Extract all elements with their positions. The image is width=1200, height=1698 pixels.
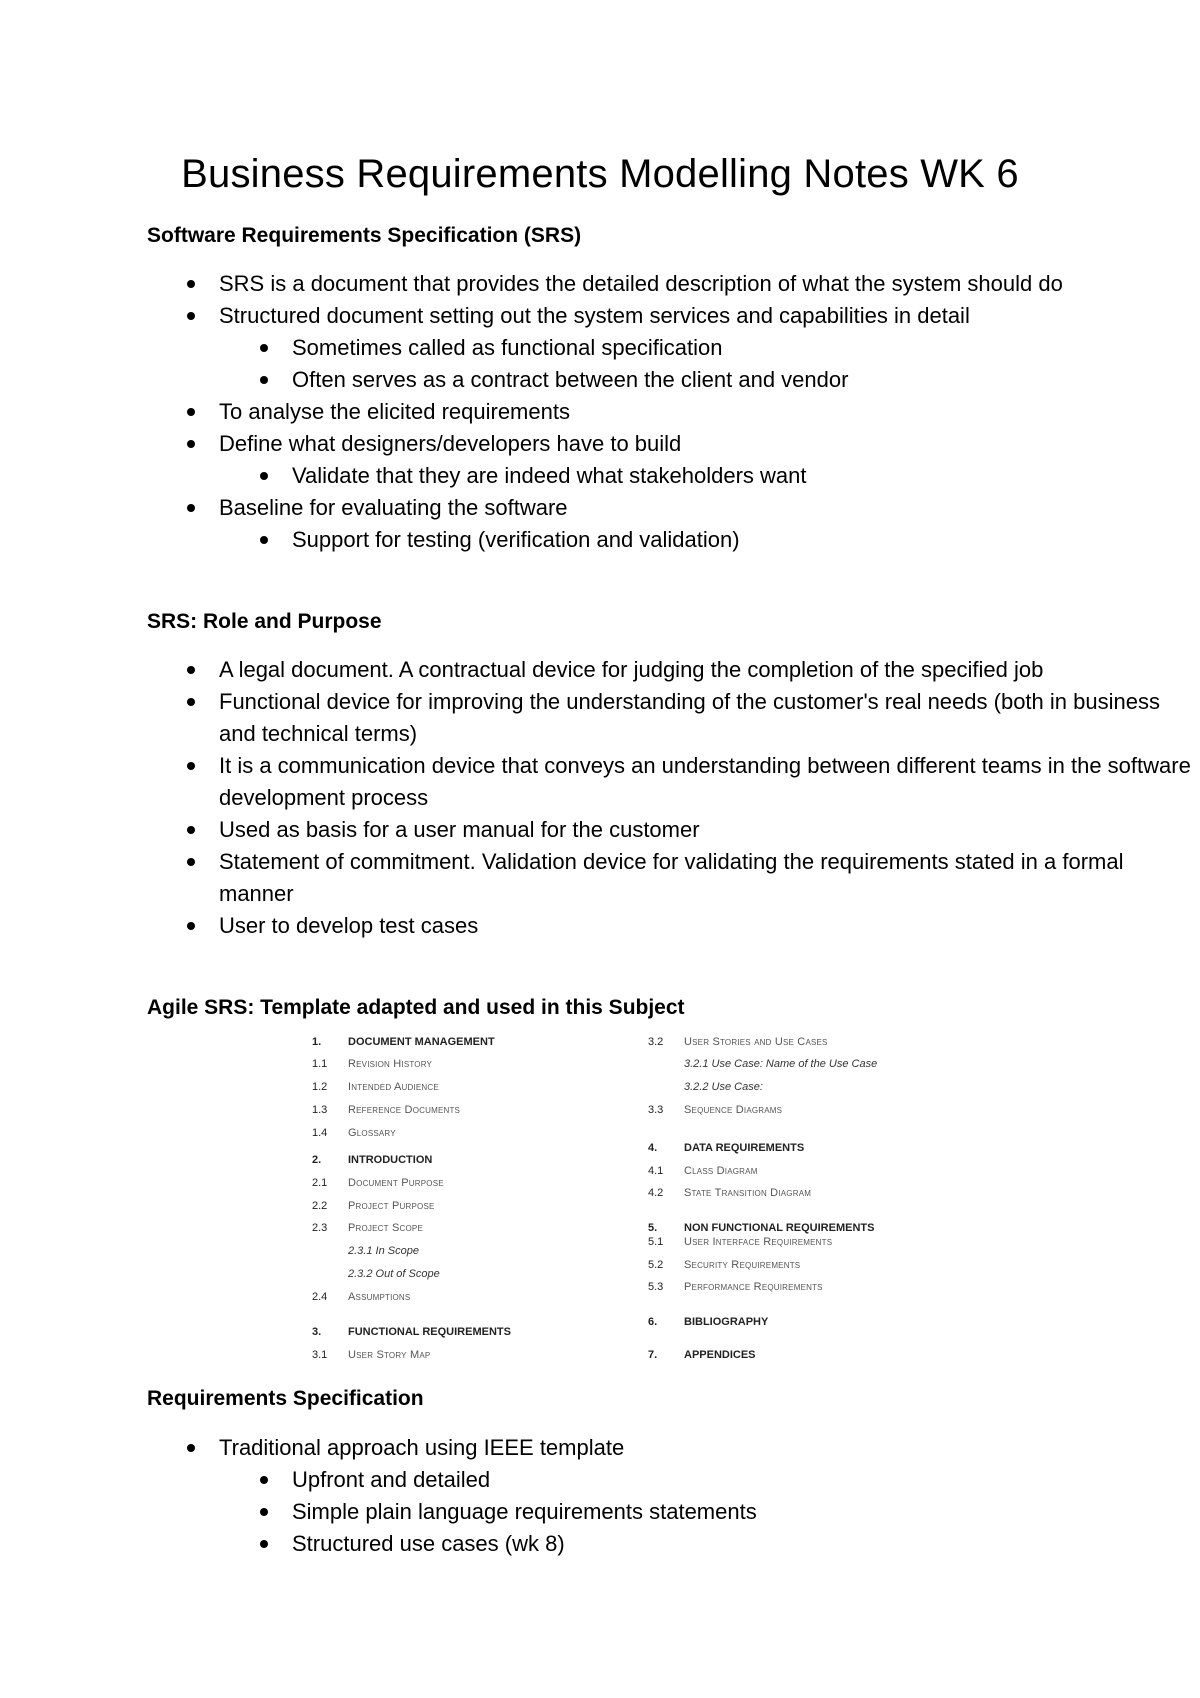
- list-item: Used as basis for a user manual for the customer: [219, 814, 1199, 846]
- role-purpose-bullet-list: [147, 654, 1199, 942]
- section-heading-agile-srs: Agile SRS: Template adapted and used in this Subject: [147, 996, 685, 1019]
- list-item: Support for testing (verification and validation): [292, 524, 1199, 556]
- page-title: Business Requirements Modelling Notes WK 6: [181, 152, 1019, 196]
- requirements-spec-bullet-list: [147, 1432, 1199, 1560]
- list-item: Sometimes called as functional specification: [292, 332, 1199, 364]
- list-item: Upfront and detailed: [292, 1464, 1199, 1496]
- section-heading-srs: Software Requirements Specification (SRS): [147, 224, 582, 247]
- list-item: It is a communication device that conveys an understanding between different teams in the software development process: [219, 750, 1199, 814]
- list-item: Statement of commitment. Validation device for validating the requirements stated in a formal manner: [219, 846, 1199, 910]
- list-item: Structured use cases (wk 8): [292, 1528, 1199, 1560]
- section-heading-role-purpose: SRS: Role and Purpose: [147, 610, 382, 633]
- list-item: Define what designers/developers have to build: [219, 428, 1199, 460]
- list-item: To analyse the elicited requirements: [219, 396, 1199, 428]
- list-item: Validate that they are indeed what stakeholders want: [292, 460, 1199, 492]
- section-heading-requirements-spec: Requirements Specification: [147, 1387, 424, 1410]
- list-item: User to develop test cases: [219, 910, 1199, 942]
- list-item: Traditional approach using IEEE template: [219, 1432, 1199, 1464]
- list-item: Often serves as a contract between the client and vendor: [292, 364, 1199, 396]
- list-item: SRS is a document that provides the detailed description of what the system should do: [219, 268, 1199, 300]
- list-item: A legal document. A contractual device for judging the completion of the specified job: [219, 654, 1199, 686]
- agile-srs-template-image: 1. DOCUMENT MANAGEMENT 1.1 Revision History 1.2 Intended Audience 1.3 Reference Documents 1.4 Glossary 2. INTRODUCTION 2.1 Document Purpose 2.2 Project Purpose 2.3 Project Scope 2.3.1 In Scope 2.3.2 Out of Scope 2.4 Assumptions 3. FUNCTIONAL REQUIREMENTS 3.1 User Story Map 3.2 User Stories and Use Cases 3.2.1 Use Case: Name of the Use Case 3.2.2 Use Case: 3.3 Sequence Diagrams 4. DATA REQUIREMENTS 4.1 Class Diagram 4.2 State Transition Diagram 5. NON FUNCTIONAL REQUIREMENTS 5.1 User Interface Requirements 5.2 Security Requirements 5.3 Performance Requirements 6. BIBLIOGRAPHY 7. APPENDICES: [312, 1036, 878, 1361]
- list-item: Baseline for evaluating the software: [219, 492, 1199, 524]
- list-item: Functional device for improving the understanding of the customer's real needs (both in business and technical terms): [219, 686, 1199, 750]
- list-item: Simple plain language requirements statements: [292, 1496, 1199, 1528]
- srs-bullet-list: [147, 268, 1199, 556]
- list-item: Structured document setting out the system services and capabilities in detail: [219, 300, 1199, 332]
